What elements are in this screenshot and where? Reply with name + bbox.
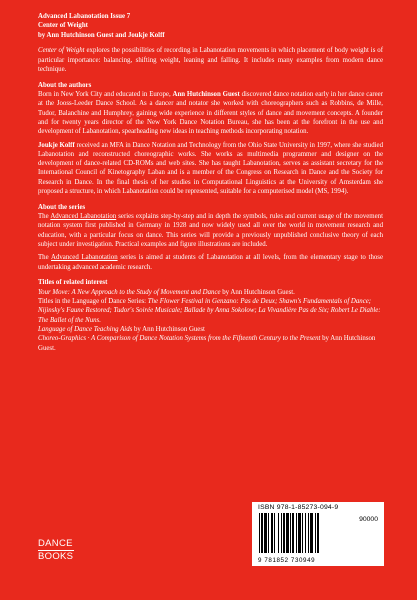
book-byline: by Ann Hutchinson Guest and Joukje Kolff bbox=[38, 31, 165, 39]
series-name-underlined: Advanced Labanotation bbox=[51, 254, 118, 262]
barcode-digits: 9 781852 730949 bbox=[258, 557, 316, 564]
related-title-1-author: by Ann Hutchinson Guest. bbox=[220, 288, 295, 296]
related-title-1 bbox=[38, 288, 383, 297]
series-paragraph-2 bbox=[38, 253, 383, 272]
intro-text: explores the possibilities of recording in Labanotation movements in which placement of body weight is of particular importance: balancing, shifting weight, leaning and falling. It includes many examples from modern dance technique. bbox=[38, 47, 383, 73]
bio-guest-text: discovered dance notation early in her dance career at the Jooss-Leeder Dance School. As a dancer and notator she worked with choreographers such as Robbins, de Mille, Tudor, Balanchine and Humphrey, gaining wide experience in different styles of dance and movement concepts. A founder and for twenty years director of the New York Dance Notation Bureau, she has been at the forefront in the use and development of Labanotation, spearheading new ideas in teaching methods incorporating notation. bbox=[38, 91, 384, 136]
intro-paragraph bbox=[38, 46, 383, 74]
bio-kolff-text: received an MFA in Dance Notation and Technology from the Ohio State University in 1997, where she studied Labanotation and reconstructed choreographic works. She works as multimedia programmer and designer on the development of dance-related CD-ROMs and web sites. She has taught Labanotation, serves as assistant secretary for the International Council of Kinetography Laban and is a member of the Congress on Research in Dance and the Society for Research in Dance. In the final thesis of her studies in Computational Linguistics at the University of Amsterdam she proposed a structure, in which Labanotation could be represented, suitable for a computerised model (MS, 1994). bbox=[38, 141, 383, 196]
series-p2-lead: The bbox=[38, 254, 52, 262]
back-cover-text bbox=[38, 12, 383, 353]
publisher-logo-line-1: DANCE bbox=[38, 538, 73, 549]
author-name-guest: Ann Hutchinson Guest bbox=[172, 91, 240, 99]
related-title-2 bbox=[38, 297, 383, 325]
series-p1-lead: The bbox=[38, 213, 51, 221]
authors-heading: About the authors bbox=[38, 81, 92, 89]
series-p1-text: series explains step-by-step and in depth the symbols, rules and current usage of the movement notation system first published in Germany in 1928 and now widely used all over the world in movement research and education, with a particular focus on dance. This series will provide a previously unpublished conclusive theory of each subject under investigation. Practical examples and figure illustrations are included. bbox=[38, 213, 383, 249]
barcode-bars bbox=[258, 513, 346, 555]
series-heading: About the series bbox=[38, 203, 86, 211]
related-title-4-author: by Ann Hutchinson Guest. bbox=[38, 335, 376, 352]
intro-title: Center of Weight bbox=[38, 47, 85, 55]
author-name-kolff: Joukje Kolff bbox=[38, 141, 75, 149]
series-paragraph-1 bbox=[38, 212, 383, 249]
related-title-3 bbox=[38, 325, 383, 334]
author-bio-kolff bbox=[38, 141, 383, 197]
isbn-barcode bbox=[252, 502, 384, 566]
related-title-2-names: The Flower Festival in Genzano: Pas de Deux; Shawn's Fundamentals of Dance; Nijinsky's Faune Restored; Tudor's Soirée Musicale; Ballade by Anna Sokolow; La Vivandière Pas de Six; Robert Le Diable: The Ballet of the Nuns. bbox=[38, 298, 381, 324]
book-title: Center of Weight bbox=[38, 22, 88, 30]
related-title-3-author: by Ann Hutchinson Guest bbox=[132, 325, 205, 333]
series-issue: Advanced Labanotation Issue 7 bbox=[38, 13, 131, 20]
publisher-logo bbox=[38, 539, 76, 562]
related-title-4 bbox=[38, 334, 383, 353]
series-p2-text: series is aimed at students of Labanotation at all levels, from the elementary stage to those undertaking advanced academic research. bbox=[38, 254, 383, 271]
price-code: 90000 bbox=[359, 516, 378, 523]
related-title-4-name: Choreo-Graphics · A Comparison of Dance Notation Systems from the Fifteenth Century to the Present bbox=[38, 335, 321, 343]
related-title-1-name: Your Move: A New Approach to the Study of Movement and Dance bbox=[38, 288, 221, 296]
bio-guest-lead: Born in New York City and educated in Europe, bbox=[38, 91, 173, 99]
isbn-text: ISBN 978-1-85273-094-9 bbox=[258, 504, 339, 511]
author-bio-guest bbox=[38, 90, 383, 136]
series-name-underlined: Advanced Labanotation bbox=[50, 213, 117, 221]
related-title-2-lead: Titles in the Language of Dance Series: bbox=[38, 298, 148, 306]
related-heading: Titles of related interest bbox=[38, 279, 108, 287]
publisher-logo-line-2: BOOKS bbox=[38, 550, 74, 562]
related-title-3-name: Language of Dance Teaching Aids bbox=[38, 325, 133, 333]
